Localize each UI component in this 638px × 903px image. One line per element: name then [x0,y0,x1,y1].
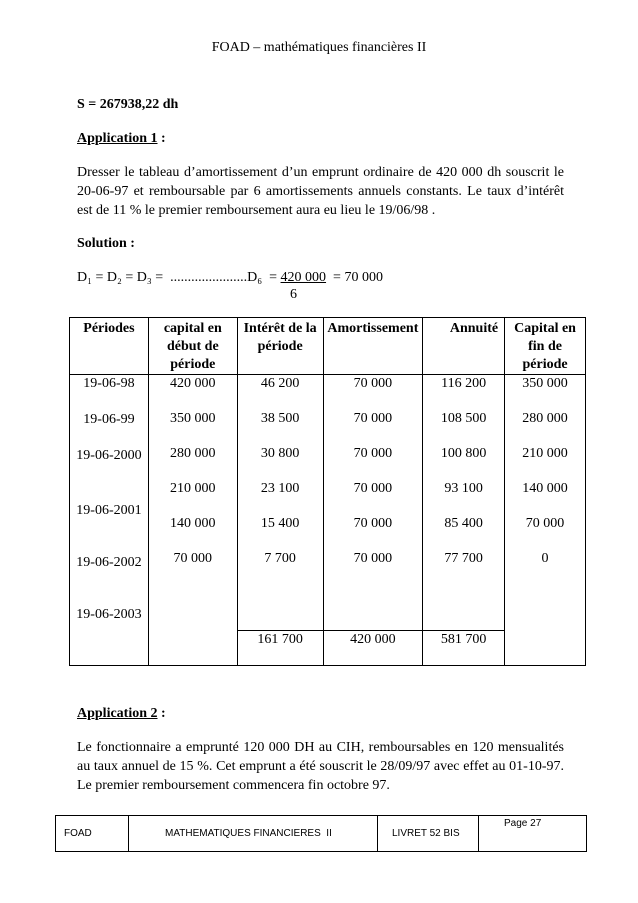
annuite-cell: 77 700 [444,551,483,566]
capital-debut-cell: 140 000 [170,516,216,531]
total-annuite: 581 700 [423,631,505,666]
amortissement-cell: 70 000 [353,551,393,566]
header-amortissement: Amortissement [323,318,423,375]
amortissement-cell: 70 000 [353,446,393,461]
table-header-row [70,318,586,375]
footer-right-cell [378,816,479,851]
total-amortissement: 420 000 [323,631,423,666]
annuite-cell: 85 400 [444,516,483,531]
amortissement-cell: 70 000 [353,376,393,391]
footer-left-cell [56,816,129,851]
formula-result: = 70 000 [326,270,383,285]
period-cell: 19-06-2000 [76,448,142,463]
amortization-table [69,317,586,666]
interet-cell: 7 700 [264,551,296,566]
header-capital-fin: Capital en fin de période [505,318,586,375]
column-capital-fin [505,375,586,666]
capital-fin-cell: 70 000 [525,516,565,531]
capital-fin-cell: 280 000 [522,411,568,426]
capital-debut-cell: 70 000 [173,551,213,566]
capital-fin-cell: 210 000 [522,446,568,461]
capital-fin-cell: 0 [541,551,549,566]
interet-cell: 23 100 [260,481,300,496]
application-2-text: Le fonctionnaire a emprunté 120 000 DH au CIH, remboursables en 120 mensualités au taux annuel de 15 %. Cet emprunt a été souscrit le 28/09/97 avec effet au 01-10-97. Le premier remboursement commencera fin octobre 97. [77,740,564,793]
capital-debut-cell: 210 000 [170,481,216,496]
application-1-text: Dresser le tableau d’amortissement d’un emprunt ordinaire de 420 000 dh souscrit le 20-06-97 et remboursable par 6 amortissements annuels constants. Le taux d’intérêt est de 11 % le premier remboursement aura eu lieu le 19/06/98 . [77,165,564,218]
interet-cell: 46 200 [260,376,300,391]
application-1-colon: : [157,131,166,146]
result-line: S = 267938,22 dh [77,97,179,112]
application-2-colon: : [157,706,166,721]
column-capital-debut [148,375,237,666]
column-periodes [70,375,149,666]
header-interet: Intérêt de la période [237,318,323,375]
capital-debut-cell: 280 000 [170,446,216,461]
page-footer [55,815,587,852]
header-capital-debut: capital en début de période [148,318,237,375]
table-body-row [70,375,586,631]
period-cell: 19-06-2002 [76,555,142,570]
application-2-title: Application 2 [77,706,158,721]
period-cell: 19-06-99 [83,412,135,427]
annuite-cell: 100 800 [440,446,487,461]
footer-center-cell [129,816,378,851]
column-interet [237,375,323,631]
footer-livret: LIVRET 52 BIS [392,828,460,839]
application-1-heading [77,129,166,148]
amortissement-cell: 70 000 [353,481,393,496]
header-annuite: Annuité [423,318,505,375]
annuite-cell: 93 100 [444,481,483,496]
annuite-cell: 116 200 [441,376,487,391]
capital-fin-cell: 350 000 [522,376,568,391]
formula-numerator: 420 000 [280,270,327,285]
column-amortissement [323,375,423,631]
page-number: Page 27 [504,818,542,829]
total-interet: 161 700 [237,631,323,666]
column-annuite [423,375,505,631]
interet-cell: 30 800 [260,446,300,461]
amortissement-cell: 70 000 [353,411,393,426]
formula-prefix: D₁ = D₂ = D₃ = ......................D₆ = [77,270,281,285]
formula-line [77,268,383,287]
formula-denominator: 6 [290,287,297,302]
amortissement-cell: 70 000 [353,516,393,531]
capital-debut-cell: 420 000 [170,376,216,391]
page-header: FOAD – mathématiques financières II [211,40,427,55]
footer-course: MATHEMATIQUES FINANCIERES II [165,828,332,839]
interet-cell: 15 400 [260,516,300,531]
period-cell: 19-06-2003 [76,607,142,622]
annuite-cell: 108 500 [440,411,487,426]
capital-fin-cell: 140 000 [522,481,568,496]
capital-debut-cell: 350 000 [170,411,216,426]
footer-foad: FOAD [64,828,92,839]
solution-heading: Solution : [77,236,135,251]
period-cell: 19-06-98 [83,376,135,391]
period-cell: 19-06-2001 [76,503,142,518]
application-1-title: Application 1 [77,131,158,146]
header-periodes: Périodes [70,318,149,375]
interet-cell: 38 500 [260,411,300,426]
application-2-heading [77,704,166,723]
